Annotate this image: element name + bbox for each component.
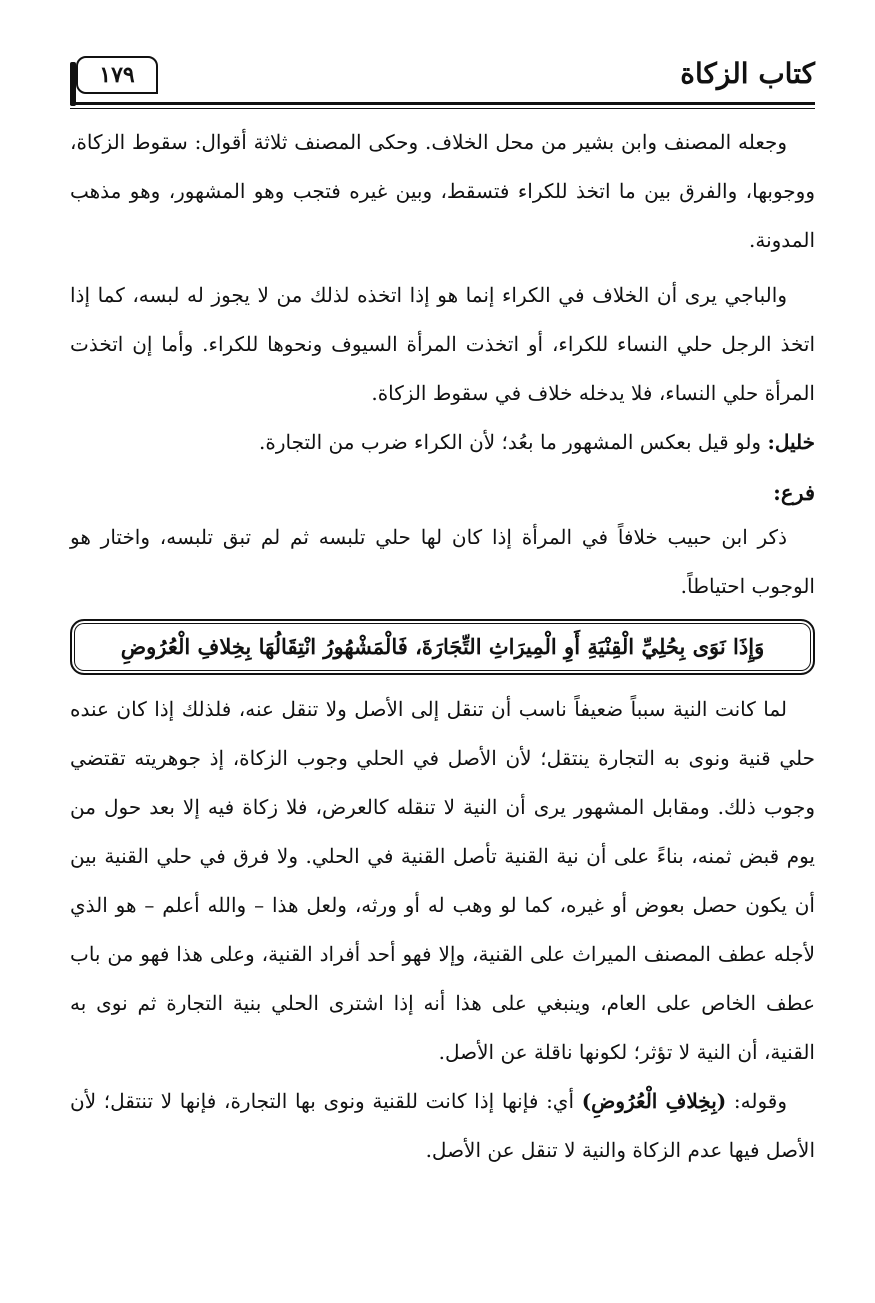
page-header bbox=[70, 50, 815, 105]
book-title: كتاب الزكاة bbox=[680, 57, 815, 90]
paragraph-3-text: ولو قيل بعكس المشهور ما بعُد؛ لأن الكراء ضرب من التجارة. bbox=[259, 430, 768, 454]
far-heading: فرع: bbox=[773, 480, 815, 505]
paragraph-3 bbox=[70, 418, 815, 467]
page-number-box bbox=[76, 56, 158, 94]
paragraph-6-pre: وقوله: bbox=[726, 1089, 788, 1113]
khalil-label: خليل: bbox=[767, 430, 815, 454]
paragraph-2: والباجي يرى أن الخلاف في الكراء إنما هو إذا اتخذه لذلك من لا يجوز له لبسه، كما إذا اتخذ الرجل حلي النساء للكراء، أو اتخذت المرأة السيوف ونحوها للكراء. وأما إن اتخذت المرأة حلي النساء، فلا يدخله خلاف في سقوط الزكاة. bbox=[70, 283, 815, 405]
page-number: ١٧٩ bbox=[99, 62, 135, 88]
paragraph-6-post: أي: فإنها إذا كانت للقنية ونوى بها التجارة، فإنها لا تنتقل؛ لأن الأصل فيها عدم الزكاة والنية لا تنقل عن الأصل. bbox=[70, 1089, 815, 1162]
matn-quote: (بِخِلافِ الْعُرُوضِ) bbox=[581, 1089, 727, 1113]
book-page bbox=[70, 50, 815, 1290]
paragraph-5: لما كانت النية سبباً ضعيفاً ناسب أن تنقل إلى الأصل ولا تنقل عنه، فلذلك إذا كان عنده حلي قنية ونوى به التجارة ينتقل؛ لأن الأصل في الحلي وجوب الزكاة، إذ جوهريته تقتضي وجوب ذلك. ومقابل المشهور يرى أن النية لا تنقله كالعرض، فلا زكاة فيه إلا بعد حول من يوم قبض ثمنه، بناءً على أن نية القنية تأصل القنية في الحلي. ولا فرق في حلي القنية بين أن يكون حصل بعوض أو غيره، كما لو وهب له أو ورثه، ولعل هذا – والله أعلم – هو الذي لأجله عطف المصنف الميراث على القنية، وإلا فهو أحد أفراد القنية، وعلى هذا فهو من باب عطف الخاص على العام، وينبغي على هذا أنه إذا اشترى الحلي بنية التجارة ثم نوى به القنية، أن النية لا تؤثر؛ لكونها ناقلة عن الأصل. bbox=[70, 697, 815, 1064]
page-content bbox=[70, 118, 815, 1175]
paragraph-4: ذكر ابن حبيب خلافاً في المرأة إذا كان لها حلي تلبسه ثم لم تبق تلبسه، واختار هو الوجوب احتياطاً. bbox=[70, 525, 815, 598]
paragraph-6 bbox=[70, 1077, 815, 1175]
matn-text-box: وَإِذَا نَوَى بِحُلِيِّ الْقِنْيَةِ أَوِ الْمِيرَاثِ التِّجَارَةَ، فَالْمَشْهُورُ انْتِقَالُهَا بِخِلافِ الْعُرُوضِ bbox=[70, 619, 815, 675]
paragraph-1: وجعله المصنف وابن بشير من محل الخلاف. وحكى المصنف ثلاثة أقوال: سقوط الزكاة، ووجوبها، والفرق بين ما اتخذ للكراء فتسقط، وبين غيره فتجب وهو المشهور، وهو مذهب المدونة. bbox=[70, 130, 815, 252]
